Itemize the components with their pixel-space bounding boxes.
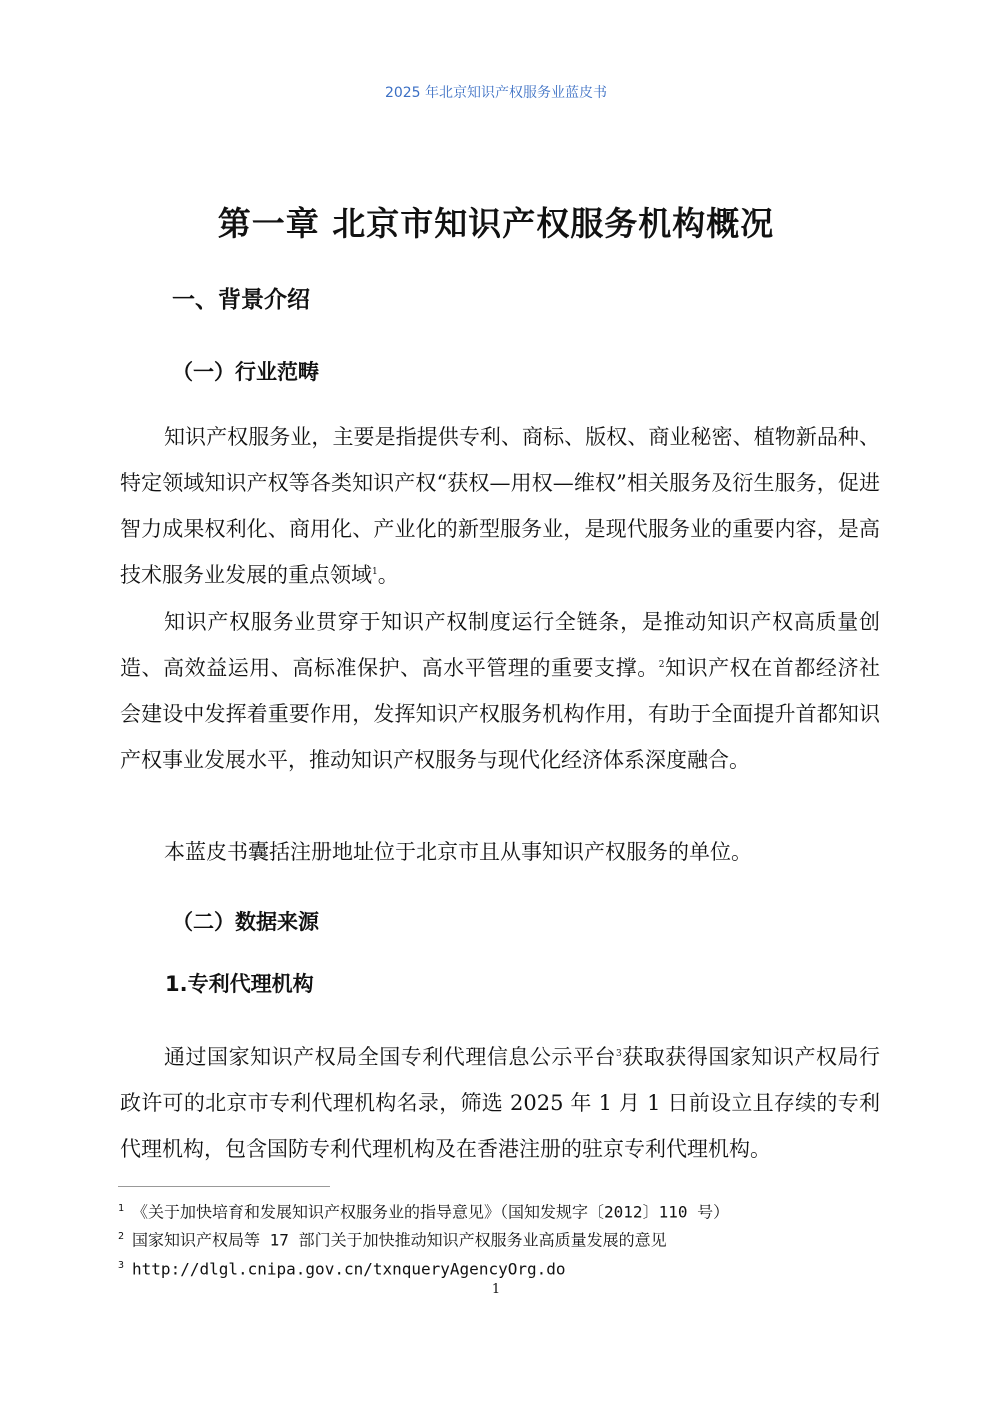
paragraph-text-a: 知识产权服务业贯穿于知识产权制度运行全链条，是推动知识产权高质量创造、高效益运用、高标准保护、高水平管理的重要支撑。 <box>120 610 880 680</box>
paragraph-coverage: 本蓝皮书囊括注册地址位于北京市且从事知识产权服务的单位。 <box>164 840 752 864</box>
footnote-divider <box>118 1186 330 1187</box>
paragraph-patent-agencies <box>120 1034 880 1172</box>
chapter-title: 第一章 北京市知识产权服务机构概况 <box>217 204 775 243</box>
footnote-number: 3 <box>118 1259 125 1271</box>
item-heading-patent-agencies: 1.专利代理机构 <box>165 972 314 996</box>
paragraph-industry-role <box>120 599 880 783</box>
footnote-ref-3[interactable]: 3 <box>616 1049 622 1059</box>
footnote-3 <box>118 1253 898 1281</box>
footnote-ref-1[interactable]: 1 <box>372 567 378 577</box>
paragraph-text-a: 通过国家知识产权局全国专利代理信息公示平台 <box>164 1045 616 1069</box>
footnote-number: 2 <box>118 1231 125 1243</box>
paragraph-text: 知识产权服务业，主要是指提供专利、商标、版权、商业秘密、植物新品种、特定领域知识产权等各类知识产权“获权—用权—维权”相关服务及衍生服务，促进智力成果权利化、商用化、产业化的新型服务业，是现代服务业的重要内容，是高技术服务业发展的重点领域 <box>120 425 880 587</box>
subsection-heading-scope: （一）行业范畴 <box>172 360 319 384</box>
footnotes <box>118 1196 898 1281</box>
footnote-1 <box>118 1196 898 1224</box>
footnote-text: 国家知识产权局等 17 部门关于加快推动知识产权服务业高质量发展的意见 <box>132 1230 667 1250</box>
paragraph-text-b: 知识产权在首都经济社会建设中发挥着重要作用，发挥知识产权服务机构作用，有助于全面提升首都知识产权事业发展水平，推动知识产权服务与现代化经济体系深度融合。 <box>120 656 881 772</box>
footnote-link[interactable]: http://dlgl.cnipa.gov.cn/txnqueryAgencyOrg.do <box>132 1258 566 1278</box>
subsection-heading-data-source: （二）数据来源 <box>172 910 319 934</box>
running-header: 2025 年北京知识产权服务业蓝皮书 <box>384 85 608 101</box>
footnote-number: 1 <box>118 1203 125 1214</box>
paragraph-text-b: 获取获得国家知识产权局行政许可的北京市专利代理机构名录，筛选 2025 年 1 月 1 日前设立且存续的专利代理机构，包含国防专利代理机构及在香港注册的驻京专利代理机构。 <box>120 1045 881 1161</box>
footnote-2 <box>118 1224 898 1252</box>
section-heading-background: 一、背景介绍 <box>172 287 310 313</box>
paragraph-industry-scope <box>120 414 880 598</box>
footnote-text: 《关于加快培育和发展知识产权服务业的指导意见》（国知发规字〔2012〕110 号） <box>132 1202 730 1222</box>
page-number: 1 <box>491 1282 501 1297</box>
footnote-ref-2[interactable]: 2 <box>658 660 665 670</box>
paragraph-tail: 。 <box>377 563 399 587</box>
